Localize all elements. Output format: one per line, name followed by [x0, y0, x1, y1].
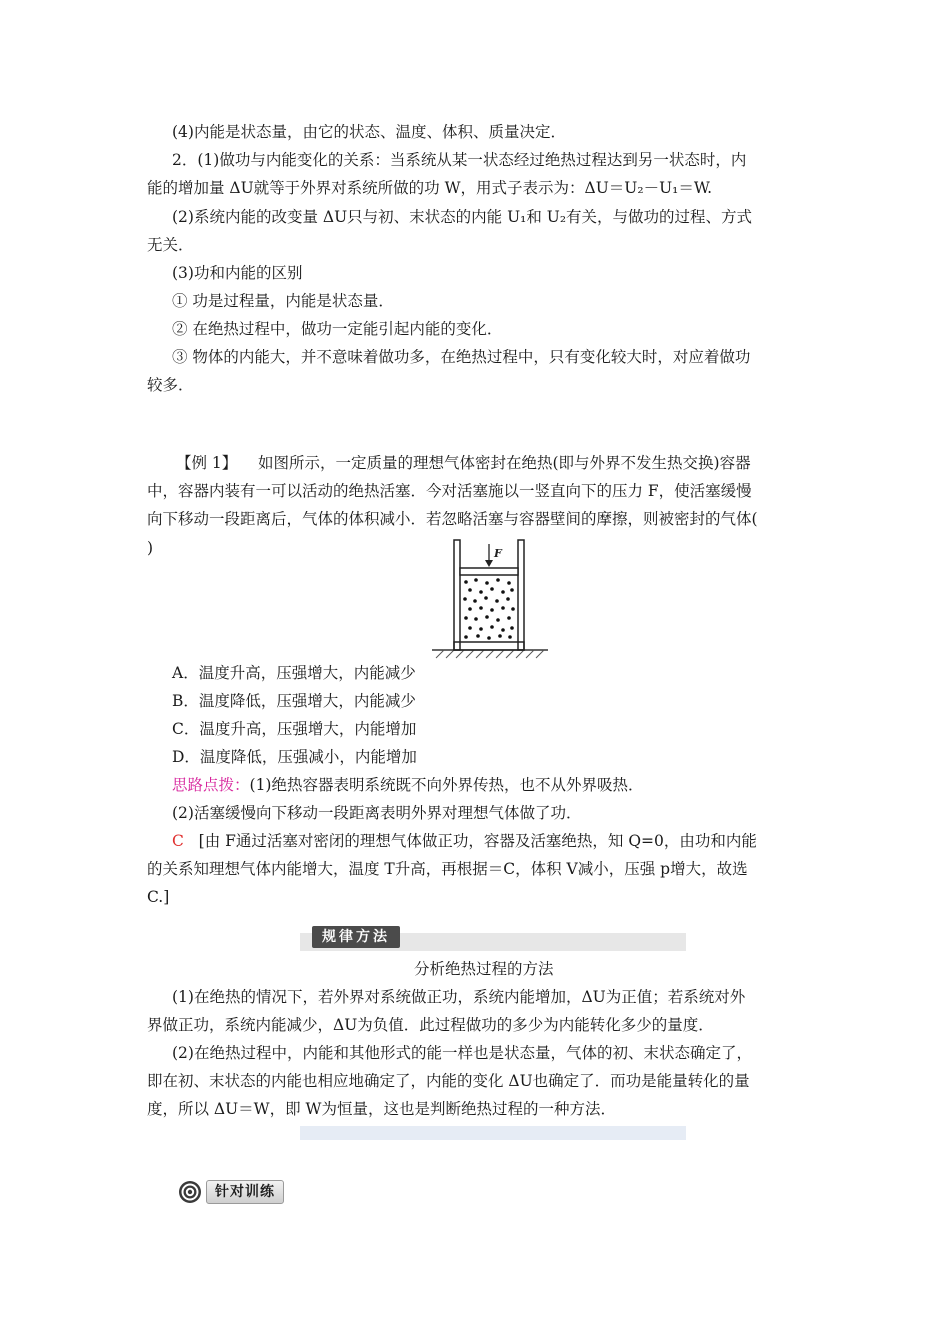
- para-4: (4)内能是状态量，由它的状态、温度、体积、质量决定．: [172, 123, 566, 141]
- container-figure: [432, 538, 548, 664]
- example-line4: ): [147, 539, 154, 557]
- method1-line1: (1)在绝热的情况下，若外界对系统做正功，系统内能增加，ΔU为正值；若系统对外: [172, 988, 746, 1006]
- para-2-line1: 2．(1)做功与内能变化的关系：当系统从某一状态经过绝热过程达到另一状态时，内: [172, 151, 747, 169]
- answer-line2: 的关系知理想气体内能增大，温度 T升高，再根据＝C，体积 V减小，压强 p增大，故选: [147, 860, 748, 878]
- method-end-bar: [300, 1126, 686, 1140]
- para-3-item2: ② 在绝热过程中，做功一定能引起内能的变化．: [172, 320, 503, 338]
- para-3-item3-line2: 较多．: [147, 376, 194, 394]
- example-line1: 如图所示，一定质量的理想气体密封在绝热(即与外界不发生热交换)容器: [258, 454, 751, 472]
- option-b: B．温度降低，压强增大，内能减少: [172, 692, 416, 710]
- option-a: A．温度升高，压强增大，内能减少: [172, 664, 416, 682]
- example-line2: 中，容器内装有一可以活动的绝热活塞．今对活塞施以一竖直向下的压力 F，使活塞缓慢: [147, 482, 752, 500]
- answer-line1: [由 F通过活塞对密闭的理想气体做正功，容器及活塞绝热，知 Q=0，由功和内能: [198, 832, 757, 850]
- method2-line2: 即在初、末状态的内能也相应地确定了，内能的变化 ΔU也确定了．而功是能量转化的量: [147, 1072, 750, 1090]
- method-title: 分析绝热过程的方法: [414, 960, 554, 978]
- para-3-title: (3)功和内能的区别: [172, 264, 303, 282]
- para-3-item1: ① 功是过程量，内能是状态量．: [172, 292, 394, 310]
- method2-line3: 度，所以 ΔU＝W，即 W为恒量，这也是判断绝热过程的一种方法．: [147, 1100, 616, 1118]
- training-label: 针对训练: [206, 1180, 284, 1204]
- option-d: D．温度降低，压强减小，内能增加: [172, 748, 417, 766]
- hint-line2: (2)活塞缓慢向下移动一段距离表明外界对理想气体做了功．: [172, 804, 582, 822]
- example-label: 【例 1】: [176, 454, 238, 472]
- hint-line1-row: [172, 774, 643, 796]
- method2-line1: (2)在绝热过程中，内能和其他形式的能一样也是状态量，气体的初、末状态确定了，: [172, 1044, 752, 1062]
- force-label: F: [494, 547, 502, 560]
- option-c: C．温度升高，压强增大，内能增加: [172, 720, 417, 738]
- answer-line1-row: [172, 830, 757, 852]
- target-icon: [178, 1180, 202, 1204]
- para-2b-line2: 无关．: [147, 236, 194, 254]
- method-tag: 规律方法: [312, 926, 400, 948]
- para-2b-line1: (2)系统内能的改变量 ΔU只与初、末状态的内能 U₁和 U₂有关，与做功的过程、方式: [172, 208, 753, 226]
- hint-line1: (1)绝热容器表明系统既不向外界传热，也不从外界吸热．: [249, 776, 644, 794]
- para-2-line2: 能的增加量 ΔU就等于外界对系统所做的功 W，用式子表示为：ΔU＝U₂－U₁＝W.: [147, 179, 713, 197]
- method1-line2: 界做正功，系统内能减少，ΔU为负值．此过程做功的多少为内能转化多少的量度．: [147, 1016, 714, 1034]
- answer-line3: C.]: [147, 888, 170, 906]
- training-heading: [178, 1180, 284, 1204]
- para-3-item3-line1: ③ 物体的内能大，并不意味着做功多，在绝热过程中，只有变化较大时，对应着做功: [172, 348, 751, 366]
- hint-label: 思路点拨：: [172, 776, 250, 794]
- answer-letter: C: [172, 832, 184, 850]
- adiabatic-container-diagram: [432, 538, 548, 660]
- example-line3: 向下移动一段距离后，气体的体积减小．若忽略活塞与容器壁间的摩擦，则被密封的气体(: [147, 510, 758, 528]
